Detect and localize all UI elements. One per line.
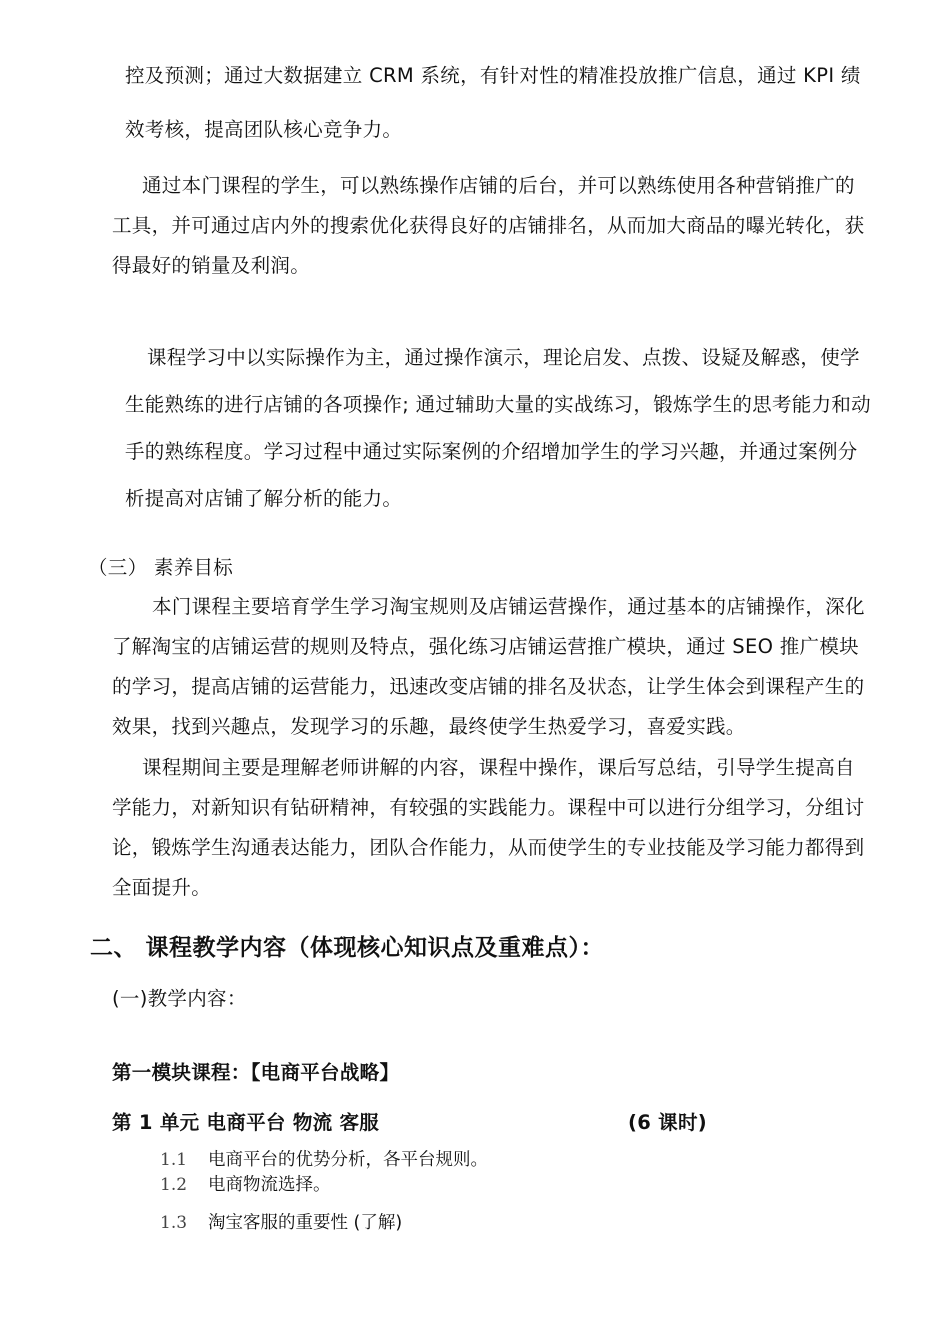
text-line: 课程期间主要是理解老师讲解的内容，课程中操作，课后写总结，引导学生提高自 [142, 756, 855, 779]
text-line: 通过本门课程的学生，可以熟练操作店铺的后台，并可以熟练使用各种营销推广的 [142, 174, 855, 197]
item-text: 电商平台的优势分析，各平台规则。 [208, 1150, 488, 1170]
list-item [160, 1210, 402, 1236]
text-line: 的学习，提高店铺的运营能力，迅速改变店铺的排名及状态，让学生体会到课程产生的 [112, 675, 865, 698]
module-heading: 第一模块课程：【电商平台战略】 [112, 1061, 400, 1084]
text-line: 控及预测；通过大数据建立 CRM 系统，有针对性的精准投放推广信息，通过 KPI 绩 [125, 64, 861, 87]
paragraph-course-period [112, 748, 864, 908]
unit-hours: (6 课时) [628, 1111, 707, 1134]
item-text: 淘宝客服的重要性 (了解) [208, 1213, 403, 1233]
list-item [160, 1172, 331, 1198]
unit-title: 第 1 单元 电商平台 物流 客服 [112, 1111, 380, 1134]
paragraph-literacy [112, 587, 865, 747]
text-line: 效考核，提高团队核心竞争力。 [125, 118, 403, 141]
item-text: 电商物流选择。 [208, 1175, 331, 1195]
list-item [160, 1147, 488, 1173]
paragraph-skills [112, 166, 864, 286]
item-number: 1.3 [160, 1213, 188, 1233]
unit-heading [112, 1108, 752, 1138]
paragraph-objectives-cont [125, 49, 861, 157]
section-heading-teaching-content: 二、 课程教学内容（体现核心知识点及重难点）： [90, 935, 605, 961]
text-line: 论，锻炼学生沟通表达能力，团队合作能力，从而使学生的专业技能及学习能力都得到 [112, 836, 865, 859]
text-line: 手的熟练程度。学习过程中通过实际案例的介绍增加学生的学习兴趣，并通过案例分 [125, 440, 858, 463]
item-number: 1.1 [160, 1150, 188, 1170]
text-line: 课程学习中以实际操作为主，通过操作演示，理论启发、点拨、设疑及解惑，使学 [147, 346, 860, 369]
text-line: 析提高对店铺了解分析的能力。 [125, 487, 403, 510]
text-line: 学能力，对新知识有钻研精神，有较强的实践能力。课程中可以进行分组学习，分组讨 [112, 796, 865, 819]
text-line: 生能熟练的进行店铺的各项操作; 通过辅助大量的实战练习，锻炼学生的思考能力和动 [125, 393, 871, 416]
text-line: 效果，找到兴趣点，发现学习的乐趣，最终使学生热爱学习，喜爱实践。 [112, 715, 746, 738]
teaching-content-label: (一)教学内容： [112, 987, 247, 1010]
text-line: 工具，并可通过店内外的搜索优化获得良好的店铺排名，从而加大商品的曝光转化，获 [112, 214, 865, 237]
text-line: 了解淘宝的店铺运营的规则及特点，强化练习店铺运营推广模块，通过 SEO 推广模块 [112, 635, 859, 658]
text-line: 本门课程主要培育学生学习淘宝规则及店铺运营操作，通过基本的店铺操作，深化 [152, 595, 865, 618]
text-line: 得最好的销量及利润。 [112, 254, 311, 277]
item-number: 1.2 [160, 1175, 188, 1195]
text-line: 全面提升。 [112, 876, 212, 899]
section-heading-literacy-goals: （三） 素养目标 [88, 556, 234, 579]
paragraph-methods [125, 334, 871, 522]
